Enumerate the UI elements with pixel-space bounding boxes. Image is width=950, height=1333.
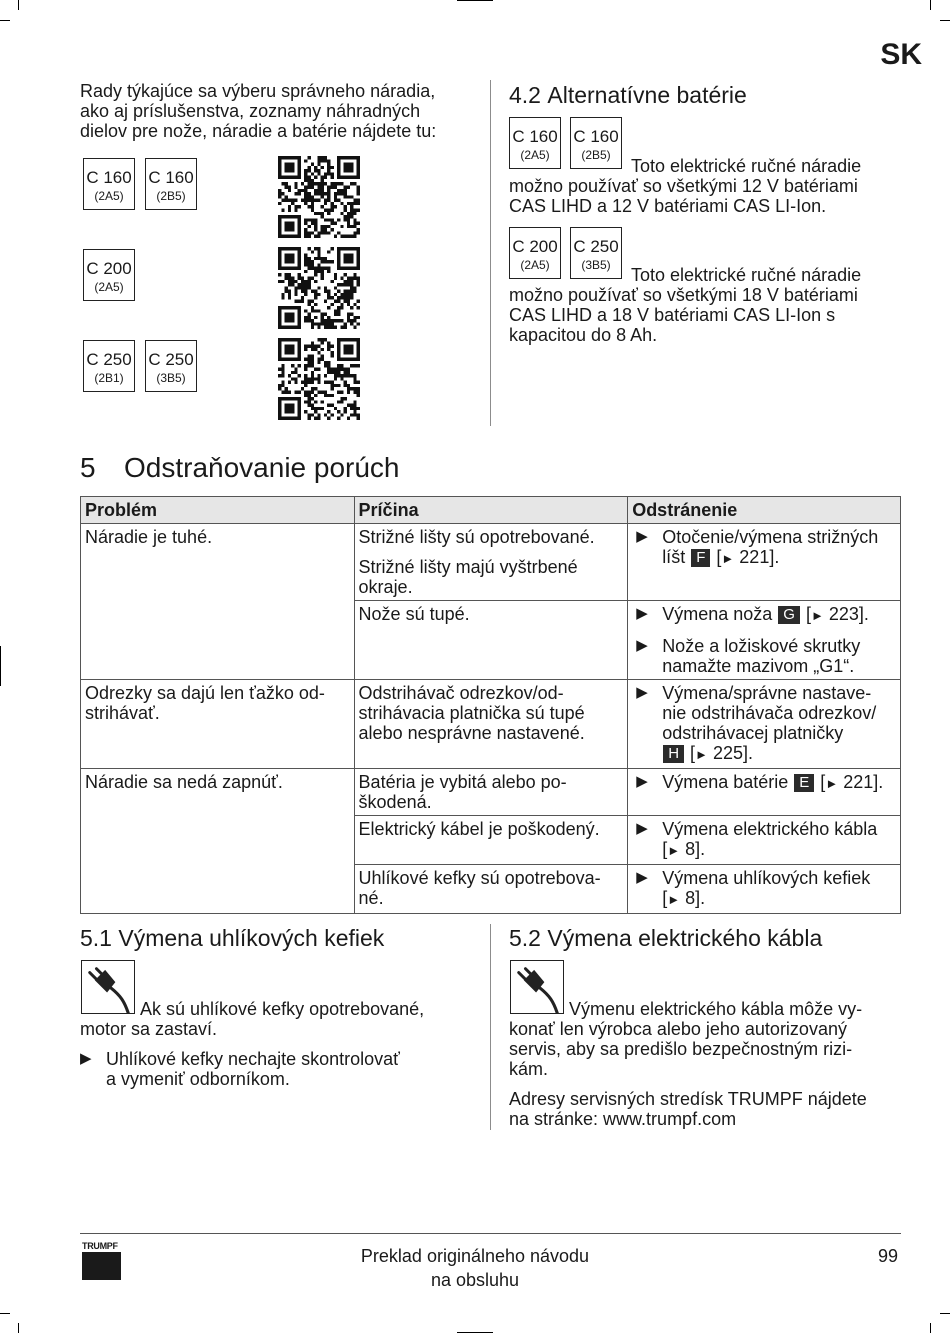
cause-text (359, 557, 624, 597)
remedy-cell (628, 524, 901, 601)
intro-line: dielov pre nože, náradie a batérie nájdete tu: (80, 121, 437, 141)
footer-line: na obsluhu (430, 1270, 520, 1290)
model-box (83, 340, 135, 392)
cause-text: Elektrický kábel je poškodený. (358, 819, 600, 839)
figure-key: G (778, 606, 800, 624)
section-number: 5.1 (80, 925, 112, 951)
remedy-cell (628, 769, 901, 816)
triangle-bullet-icon: ▶ (636, 637, 648, 654)
section-number: 5.2 (509, 925, 541, 951)
text-line: Nože a ložiskové skrutky (662, 636, 861, 656)
page-ref[interactable]: 223]. (828, 604, 869, 624)
text-line: Výmena batérie (662, 772, 789, 792)
triangle-bullet-icon: ▶ (636, 820, 648, 837)
page-ref-arrow-icon[interactable]: ► (667, 892, 681, 907)
text-line: Uhlíkové kefky nechajte skontrolovať (106, 1049, 400, 1069)
crop-mark (930, 0, 931, 10)
text-line: Odrezky sa dajú len ťažko od- (85, 683, 325, 703)
action-item: ▶ Výmena batérie E [► 221]. (632, 772, 896, 794)
cause-cell (354, 601, 628, 680)
language-code: SK (880, 38, 922, 71)
text-line: Otočenie/výmena strižných (662, 527, 879, 547)
model-code: (3B5) (156, 371, 186, 385)
text-line: alebo nesprávne nastavené. (358, 723, 585, 743)
brushes-text (80, 999, 480, 1039)
model-code: (2B5) (156, 189, 186, 203)
figure-key: F (691, 549, 710, 567)
triangle-bullet-icon: ▶ (636, 684, 648, 701)
model-label: C 250 (148, 350, 194, 369)
cause-cell (354, 680, 628, 769)
text-line: Výmena elektrického kábla (662, 819, 878, 839)
section-title: Výmena uhlíkových kefiek (118, 925, 385, 951)
text-line: Toto elektrické ručné náradie (631, 265, 862, 285)
cause-cell (354, 865, 628, 914)
header-problem: Problém (81, 497, 355, 524)
text-line: Výmena noža (662, 604, 773, 624)
cause-text: Strižné lišty sú opotrebované. (358, 527, 595, 547)
bullet-text (106, 1049, 400, 1089)
page-ref[interactable]: 221]. (843, 772, 884, 792)
chapter-heading (80, 452, 400, 484)
problem-text (85, 683, 350, 723)
model-code: (2A5) (94, 189, 124, 203)
page-ref[interactable]: 8]. (685, 888, 706, 908)
battery-text-12v (509, 156, 909, 216)
figure-key: E (794, 774, 814, 792)
crop-mark (940, 1313, 950, 1314)
cause-text (359, 683, 624, 743)
section-heading (509, 924, 822, 952)
page-ref-arrow-icon[interactable]: ► (721, 551, 735, 566)
triangle-bullet-icon: ▶ (80, 1050, 92, 1067)
triangle-bullet-icon: ▶ (636, 773, 648, 790)
model-box (145, 340, 197, 392)
triangle-bullet-icon: ▶ (636, 528, 648, 545)
text-line: strihávacia platnička sú tupé (358, 703, 585, 723)
page-ref-arrow-icon[interactable]: ► (667, 843, 681, 858)
action-item: ▶ Otočenie/výmena strižných líšt F [► 221]. (632, 527, 896, 569)
text-line: motor sa zastaví. (80, 1019, 218, 1039)
qr-code-icon[interactable] (278, 338, 360, 420)
crop-mark (940, 20, 950, 21)
page-ref[interactable]: 221]. (739, 547, 780, 567)
model-label: C 160 (573, 127, 619, 146)
text-line: Batéria je vybitá alebo po- (358, 772, 567, 792)
intro-text (80, 81, 480, 141)
text-line: Strižné lišty majú vyštrbené (358, 557, 578, 577)
text-line: Ak sú uhlíkové kefky opotrebované, (140, 999, 425, 1019)
model-label: C 160 (86, 168, 132, 187)
logo-block (82, 1252, 121, 1280)
text-line: konať len výrobca alebo jeho autorizovaný (509, 1019, 847, 1039)
text-line: líšt (662, 547, 686, 567)
text-line: né. (358, 888, 384, 908)
section-heading (509, 81, 747, 109)
remedy-cell (628, 680, 901, 769)
model-code: (2A5) (94, 280, 124, 294)
model-code: (3B5) (581, 258, 611, 272)
problem-text: Náradie je tuhé. (85, 527, 213, 547)
model-box (83, 158, 135, 210)
text-line: Výmena/správne nastave- (662, 683, 872, 703)
action-item: ▶ Výmena/správne nastave- nie odstrihávača odrezkov/ odstrihávacej platničky H [► 225]. (632, 683, 896, 765)
header-cause: Príčina (354, 497, 628, 524)
figure-key: H (663, 745, 684, 763)
section-title: Alternatívne batérie (547, 82, 747, 108)
footer-title (340, 1244, 610, 1292)
remedy-cell (628, 865, 901, 914)
crop-mark (18, 1323, 19, 1333)
action-item (80, 1049, 480, 1089)
crop-mark (0, 1313, 10, 1314)
intro-line: Rady týkajúce sa výberu správneho náradia, (80, 81, 436, 101)
text-line: Adresy servisných stredísk TRUMPF nájdete (509, 1089, 867, 1109)
section-title: Výmena elektrického kábla (547, 925, 823, 951)
model-box (83, 249, 135, 301)
cause-cell (354, 524, 628, 601)
column-divider (490, 924, 491, 1130)
qr-code-icon[interactable] (278, 156, 360, 238)
text-line: kapacitou do 8 Ah. (509, 325, 658, 345)
cause-text (359, 772, 624, 812)
model-label: C 200 (86, 259, 132, 278)
action-item: ▶ Výmena uhlíkových kefiek [► 8]. (632, 868, 896, 910)
text-line: kám. (509, 1059, 549, 1079)
logo-text: TRUMPF (82, 1241, 118, 1251)
crop-mark (930, 1323, 931, 1333)
model-code: (2B5) (581, 148, 611, 162)
text-line: Uhlíkové kefky sú opotrebova- (358, 868, 601, 888)
text-line: nie odstrihávača odrezkov/ (662, 703, 877, 723)
text-line: namažte mazivom „G1“. (662, 656, 855, 676)
remedy-cell (628, 816, 901, 865)
action-item: ▶ Výmena noža G [► 223]. (632, 604, 896, 626)
qr-code-icon[interactable] (278, 247, 360, 329)
page-ref-arrow-icon[interactable]: ► (695, 747, 708, 762)
triangle-bullet-icon: ▶ (636, 869, 648, 886)
table-row (81, 524, 901, 601)
cause-text (359, 868, 624, 908)
text-line: CAS LIHD a 12 V batériami CAS LI-Ion. (509, 196, 827, 216)
page-number: 99 (877, 1246, 898, 1266)
header-remedy: Odstránenie (628, 497, 901, 524)
text-line: možno používať so všetkými 12 V batériami (509, 176, 858, 196)
crop-mark (18, 0, 19, 10)
page-ref[interactable]: 8]. (685, 839, 706, 859)
table-row (81, 769, 901, 816)
text-line: Výmenu elektrického kábla môže vy- (569, 999, 863, 1019)
cause-text: Nože sú tupé. (358, 604, 470, 624)
cable-text (509, 999, 909, 1129)
model-label: C 250 (573, 237, 619, 256)
triangle-bullet-icon: ▶ (636, 605, 648, 622)
model-label: C 250 (86, 350, 132, 369)
problem-cell (81, 769, 355, 914)
problem-cell (81, 680, 355, 769)
section-number: 4.2 (509, 82, 541, 108)
text-line: servis, aby sa predišlo bezpečnostným rizi- (509, 1039, 853, 1059)
section-heading (80, 924, 384, 952)
action-item: ▶ Výmena elektrického kábla [► 8]. (632, 819, 896, 861)
text-line: CAS LIHD a 18 V batériami CAS LI-Ion s (509, 305, 836, 325)
page-ref[interactable]: 225]. (712, 743, 753, 763)
model-label: C 160 (512, 127, 558, 146)
text-line: Odstrihávač odrezkov/od- (358, 683, 564, 703)
crop-mark (0, 646, 1, 686)
intro-line: ako aj príslušenstva, zoznamy náhradných (80, 101, 421, 121)
page-ref-arrow-icon[interactable]: ► (810, 608, 824, 623)
crop-mark (0, 20, 10, 21)
problem-text: Náradie sa nedá zapnúť. (85, 772, 283, 792)
crop-mark (457, 0, 493, 1)
footer-line: Preklad originálneho návodu (360, 1246, 590, 1266)
model-code: (2B1) (94, 371, 124, 385)
text-line: odstrihávacej platničky (662, 723, 844, 743)
text-line: strihávať. (85, 703, 160, 723)
cause-cell (354, 769, 628, 816)
table-header-row (81, 497, 901, 524)
text-line: možno používať so všetkými 18 V batériami (509, 285, 858, 305)
trumpf-logo (82, 1241, 122, 1280)
model-code: (2A5) (520, 148, 550, 162)
model-label: C 200 (512, 237, 558, 256)
text-line: a vymeniť odborníkom. (106, 1069, 290, 1089)
model-code: (2A5) (520, 258, 550, 272)
text-line: škodená. (358, 792, 432, 812)
remedy-cell (628, 601, 901, 680)
text-line: okraje. (358, 577, 413, 597)
text-line: Výmena uhlíkových kefiek (662, 868, 871, 888)
service-link[interactable]: na stránke: www.trumpf.com (509, 1109, 737, 1129)
page-ref-arrow-icon[interactable]: ► (825, 776, 839, 791)
cause-cell (354, 816, 628, 865)
troubleshooting-table (80, 496, 901, 914)
action-item (632, 636, 896, 676)
table-row (81, 680, 901, 769)
chapter-number: 5 (80, 452, 96, 483)
model-label: C 160 (148, 168, 194, 187)
chapter-title: Odstraňovanie porúch (124, 452, 400, 483)
text-line: Toto elektrické ručné náradie (631, 156, 862, 176)
column-divider (490, 80, 491, 426)
footer-rule (80, 1233, 901, 1234)
model-box (145, 158, 197, 210)
problem-cell (81, 524, 355, 680)
battery-text-18v (509, 265, 909, 345)
